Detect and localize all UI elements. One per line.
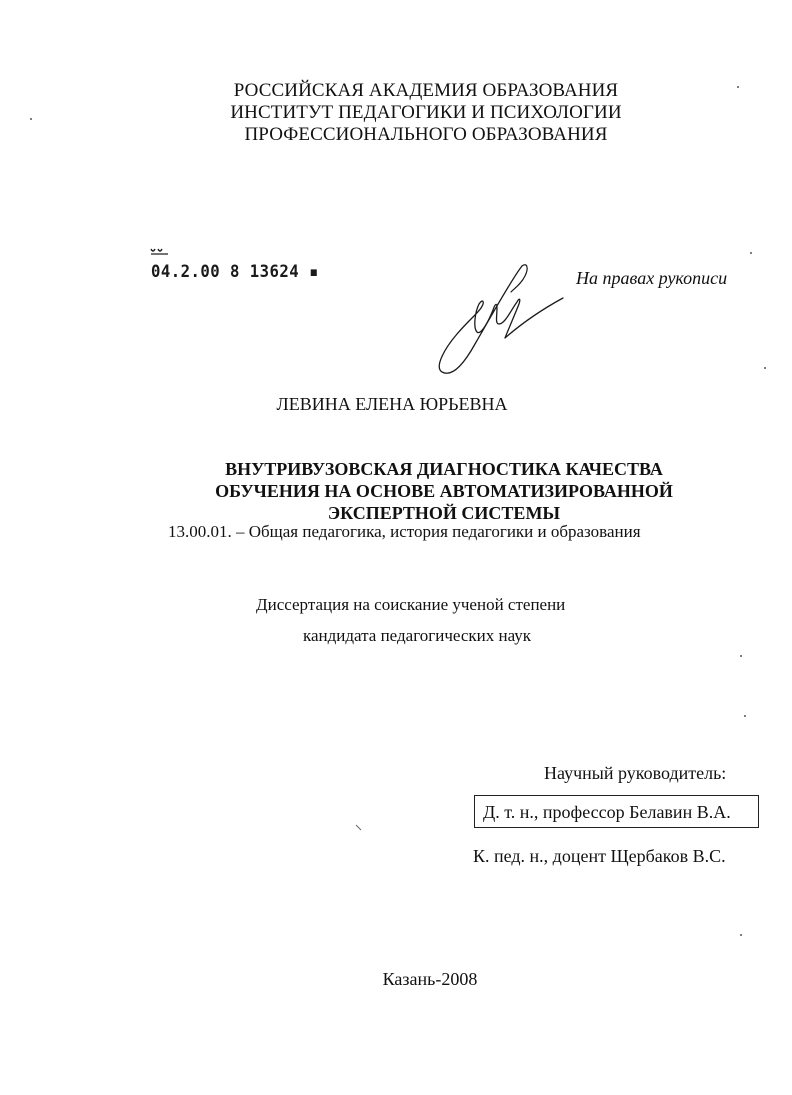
scan-speck [737,86,739,88]
stamp-code-text: 04.2.00 8 13624 [151,262,300,282]
supervisor-label: Научный руководитель: [544,763,727,783]
secondary-supervisor: К. пед. н., доцент Щербаков В.С. [473,846,726,866]
title-line-3: ЭКСПЕРТНОЙ СИСТЕМЫ [327,503,561,523]
scan-speck [740,655,742,657]
scan-mark-icon [355,824,363,832]
title-line-1: ВНУТРИВУЗОВСКАЯ ДИАГНОСТИКА КАЧЕСТВА [225,459,663,479]
signature-icon [425,258,575,383]
title-line-2: ОБУЧЕНИЯ НА ОСНОВЕ АВТОМАТИЗИРОВАННОЙ [215,481,673,501]
institution-line-2: ИНСТИТУТ ПЕДАГОГИКИ И ПСИХОЛОГИИ [230,102,622,123]
manuscript-rights-note: На правах рукописи [576,268,728,288]
library-stamp-code [151,262,319,282]
scan-speck [30,118,32,120]
scan-speck [750,252,752,254]
institution-header [30,80,792,146]
author-name: ЛЕВИНА ЕЛЕНА ЮРЬЕВНА [276,394,508,414]
dissertation-degree-line-1: Диссертация на соискание ученой степени [256,595,566,614]
city-year: Казань-2008 [382,969,478,989]
institution-line-3: ПРОФЕССИОНАЛЬНОГО ОБРАЗОВАНИЯ [244,124,608,145]
dissertation-title [48,458,792,524]
scan-speck [744,715,746,717]
stamp-marks-icon [150,246,170,256]
primary-supervisor-box [474,795,759,828]
primary-supervisor: Д. т. н., профессор Белавин В.А. [483,802,731,822]
stamp-dash-icon: ▪ [299,262,319,282]
scan-speck [764,367,766,369]
institution-line-1: РОССИЙСКАЯ АКАДЕМИЯ ОБРАЗОВАНИЯ [233,80,619,101]
dissertation-degree-line-2: кандидата педагогических наук [303,626,532,645]
specialty-code: 13.00.01. – Общая педагогика, история педагогики и образования [168,522,641,541]
scan-speck [740,934,742,936]
